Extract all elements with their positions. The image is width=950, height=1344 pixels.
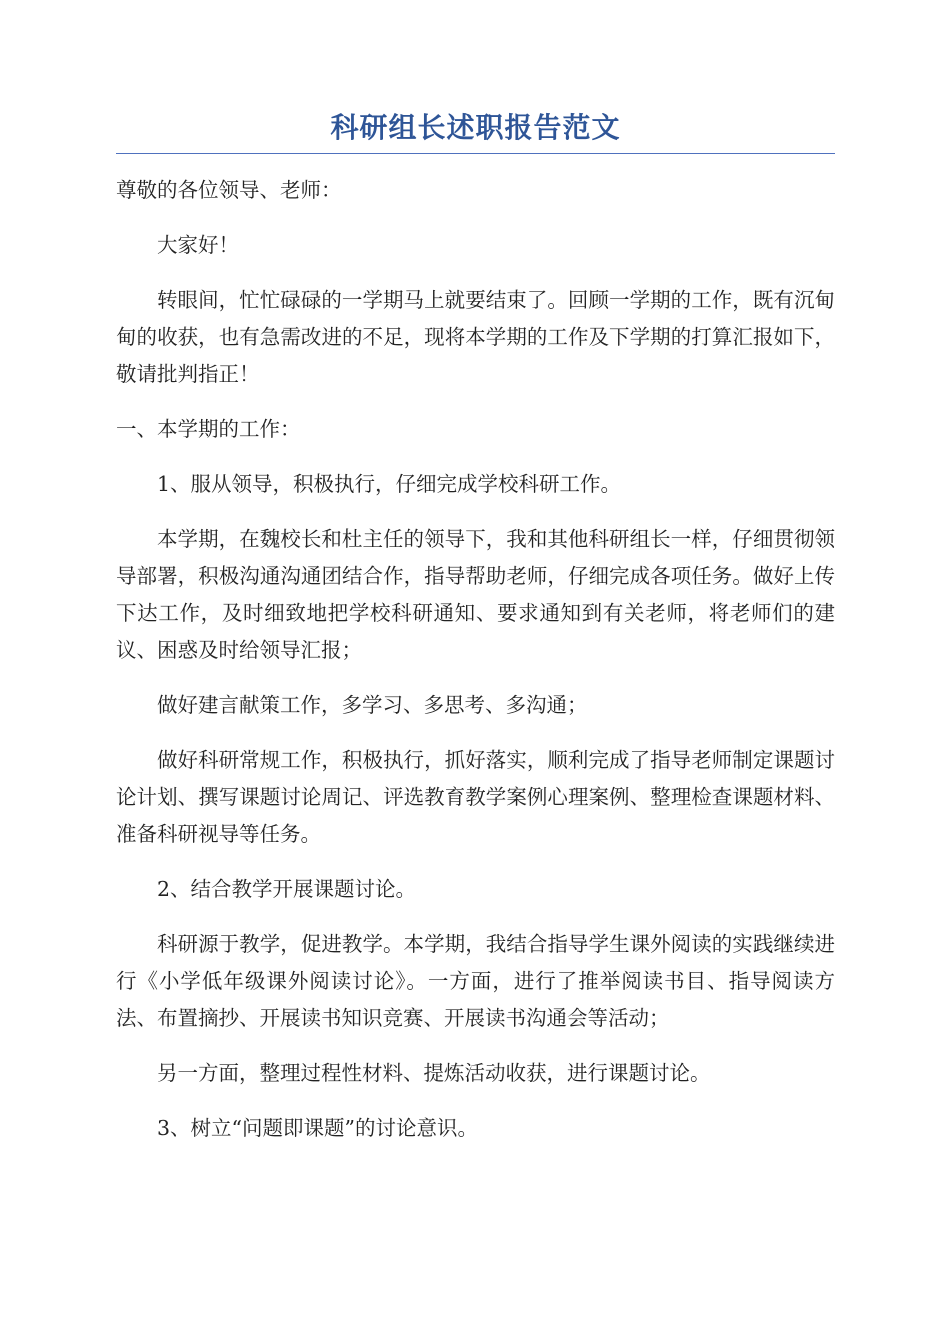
paragraph: 做好建言献策工作，多学习、多思考、多沟通； xyxy=(157,693,588,717)
paragraph: 科研源于教学，促进教学。本学期，我结合指导学生课外阅读的实践继续进行《小学低年级课外阅读讨论》。一方面，进行了推举阅读书目、指导阅读方法、布置摘抄、开展读书知识竞赛、开展读书沟通会等活动； xyxy=(116,932,835,1030)
paragraph: 另一方面，整理过程性材料、提炼活动收获，进行课题讨论。 xyxy=(157,1061,711,1085)
title-underline xyxy=(116,153,835,154)
paragraph: 大家好！ xyxy=(157,233,239,257)
paragraph: 2、结合教学开展课题讨论。 xyxy=(157,877,417,901)
document-body xyxy=(116,172,835,1165)
paragraph: 做好科研常规工作，积极执行，抓好落实，顺利完成了指导老师制定课题讨论计划、撰写课题讨论周记、评选教育教学案例心理案例、整理检查课题材料、准备科研视导等任务。 xyxy=(116,748,835,846)
document-title: 科研组长述职报告范文 xyxy=(330,111,621,144)
paragraph: 转眼间，忙忙碌碌的一学期马上就要结束了。回顾一学期的工作，既有沉甸甸的收获，也有急需改进的不足，现将本学期的工作及下学期的打算汇报如下，敬请批判指正！ xyxy=(116,288,835,386)
paragraph: 本学期，在魏校长和杜主任的领导下，我和其他科研组长一样，仔细贯彻领导部署，积极沟通沟通团结合作，指导帮助老师，仔细完成各项任务。做好上传下达工作，及时细致地把学校科研通知、要求通知到有关老师，将老师们的建议、困惑及时给领导汇报； xyxy=(116,527,835,662)
paragraph: 尊敬的各位领导、老师： xyxy=(116,178,342,202)
paragraph: 一、本学期的工作： xyxy=(116,417,301,441)
paragraph: 1、服从领导，积极执行，仔细完成学校科研工作。 xyxy=(157,472,622,496)
paragraph: 3、树立“问题即课题”的讨论意识。 xyxy=(157,1116,479,1140)
